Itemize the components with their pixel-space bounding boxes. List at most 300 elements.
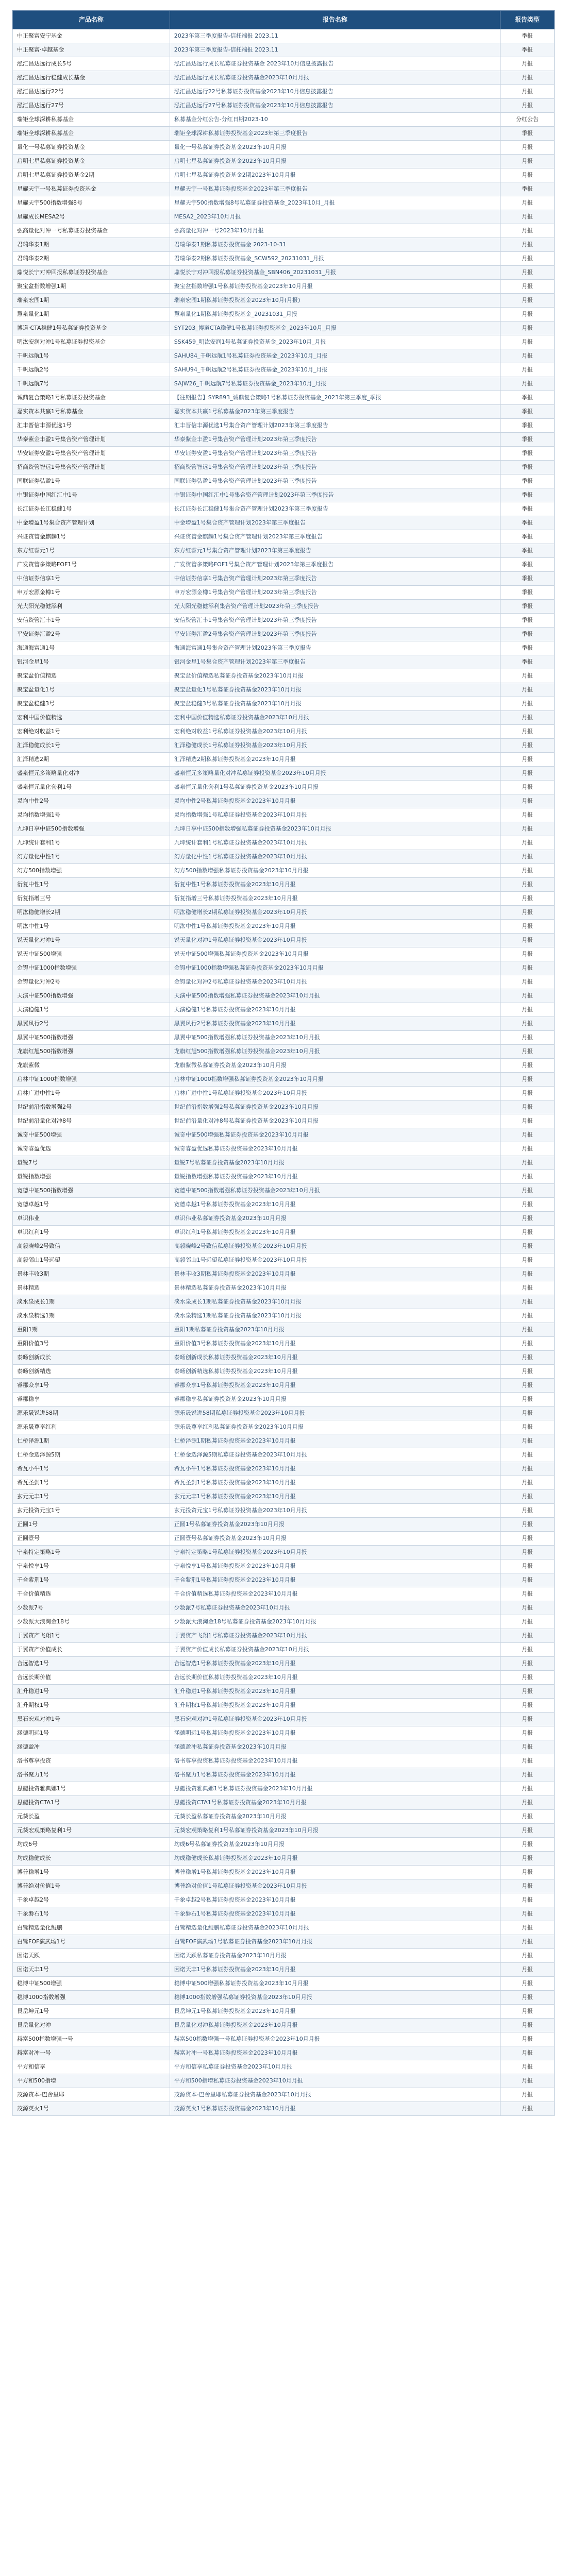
report-name-link[interactable]: 宽德卓越1号私募证券投资基金2023年10月月报	[170, 1198, 500, 1212]
table-row	[13, 614, 555, 628]
report-name-link[interactable]: 宁泉悦享1号私募证券投资基金2023年10月月报	[170, 1560, 500, 1573]
report-name-link[interactable]: 高毅邻山1号远望私募证券投资基金2023年10月月报	[170, 1253, 500, 1267]
report-name-link[interactable]: 正圆壹号私募证券投资基金2023年10月月报	[170, 1532, 500, 1546]
table-row	[13, 405, 555, 419]
report-name-link[interactable]: 茂源英火1号私募证券投资基金2023年10月月报	[170, 2102, 500, 2116]
report-name-link[interactable]: 东方红睿元1号集合资产管理计划2023年第三季度报告	[170, 544, 500, 558]
report-name-link[interactable]: 赫富对冲一号私募证券投资基金2023年10月月报	[170, 2046, 500, 2060]
table-row	[13, 321, 555, 335]
report-type-cell: 月报	[500, 2102, 554, 2116]
report-type-cell: 月报	[500, 1003, 554, 1017]
table-row	[13, 85, 555, 99]
product-name-cell: 锐天中证500增强	[13, 947, 170, 961]
table-row	[13, 1240, 555, 1253]
report-type-cell: 月报	[500, 2032, 554, 2046]
report-name-link[interactable]: 千合紫荆1号私募证券投资基金2023年10月月报	[170, 1573, 500, 1587]
product-name-cell: 瑞钜全球深耕私募基金	[13, 127, 170, 141]
report-name-link[interactable]: 平安证券汇盈2号集合资产管理计划2023年第三季度报告	[170, 628, 500, 641]
report-name-link[interactable]: 嘉实资本共赢1号私募基金2023年第三季度报告	[170, 405, 500, 419]
report-name-link[interactable]: 启林中证1000指数增强私募证券投资基金2023年10月月报	[170, 1073, 500, 1087]
product-name-cell: 千帆远航7号	[13, 377, 170, 391]
report-name-link[interactable]: 海通海富通1号集合资产管理计划2023年第三季度报告	[170, 641, 500, 655]
table-row	[13, 2102, 555, 2116]
report-name-link[interactable]: 合远智选1号私募证券投资基金2023年10月月报	[170, 1657, 500, 1671]
report-type-cell: 月报	[500, 1462, 554, 1476]
product-name-cell: 明汯中性1号	[13, 920, 170, 934]
report-name-link[interactable]: 源乐晟锐进58期私募证券投资基金2023年10月月报	[170, 1406, 500, 1420]
report-name-link[interactable]: 洛书聚力1号私募证券投资基金2023年10月月报	[170, 1768, 500, 1782]
table-row	[13, 669, 555, 683]
report-type-cell: 月报	[500, 1657, 554, 1671]
product-name-cell: 卓识伟业	[13, 1212, 170, 1226]
report-name-link[interactable]: 少数派大浪淘金18号私募证券投资基金2023年10月月报	[170, 1615, 500, 1629]
report-type-cell: 月报	[500, 335, 554, 349]
product-name-cell: 宁泉悦享1号	[13, 1560, 170, 1573]
product-name-cell: 睿郡稳享	[13, 1393, 170, 1406]
report-type-cell: 月报	[500, 1087, 554, 1100]
report-name-link[interactable]: 源乐晟尊享红利私募证券投资基金2023年10月月报	[170, 1420, 500, 1434]
report-name-link[interactable]: 因诺天丰1号私募证券投资基金2023年10月月报	[170, 1963, 500, 1977]
report-type-cell: 月报	[500, 1754, 554, 1768]
report-type-cell: 月报	[500, 1476, 554, 1490]
report-type-cell: 季报	[500, 447, 554, 461]
report-name-link[interactable]: 诚奇睿盈优选私募证券投资基金2023年10月月报	[170, 1142, 500, 1156]
product-name-cell: 聚宝盆指数增强1期	[13, 280, 170, 294]
report-name-link[interactable]: 聚宝盆稳健3号私募证券投资基金2023年10月月报	[170, 697, 500, 711]
column-header-report-name: 报告名称	[170, 11, 500, 29]
report-name-link[interactable]: 宏利中国价值精选私募证券投资基金2023年10月月报	[170, 711, 500, 725]
report-type-cell: 月报	[500, 1240, 554, 1253]
table-row	[13, 1713, 555, 1726]
report-type-cell: 月报	[500, 71, 554, 85]
product-name-cell: 千合紫荆1号	[13, 1573, 170, 1587]
report-type-cell: 月报	[500, 1601, 554, 1615]
report-type-cell: 季报	[500, 182, 554, 196]
report-name-link[interactable]: 中信证券信享1号集合资产管理计划2023年第三季度报告	[170, 572, 500, 586]
report-name-link[interactable]: 汇升期权1号私募证券投资基金2023年10月月报	[170, 1699, 500, 1713]
report-name-link[interactable]: 仁桥泽源1期私募证券投资基金2023年10月月报	[170, 1434, 500, 1448]
table-row	[13, 628, 555, 641]
report-name-link[interactable]: 稳博1000指数增强私募证券投资基金2023年10月月报	[170, 1991, 500, 2005]
report-name-link[interactable]: 睿郡众享1号私募证券投资基金2023年10月月报	[170, 1379, 500, 1393]
report-name-link[interactable]: 龙旗紫微私募证券投资基金2023年10月月报	[170, 1059, 500, 1073]
report-name-link[interactable]: 华泰紫金丰盈1号集合资产管理计划2023年第三季度报告	[170, 433, 500, 447]
product-name-cell: 正圆1号	[13, 1518, 170, 1532]
report-name-link[interactable]: 泰旸创新成长私募证券投资基金2023年10月月报	[170, 1351, 500, 1365]
product-name-cell: 思勰投资雅典娜1号	[13, 1782, 170, 1796]
report-type-cell: 月报	[500, 892, 554, 906]
report-name-link[interactable]: 申万宏源金樽1号集合资产管理计划2023年第三季度报告	[170, 586, 500, 600]
report-name-link[interactable]: SAJW26_千帆远航7号私募证券投资基金_2023年10月_月报	[170, 377, 500, 391]
report-type-cell: 月报	[500, 1518, 554, 1532]
report-type-cell: 月报	[500, 252, 554, 266]
report-name-link[interactable]: 千合价值精选私募证券投资基金2023年10月月报	[170, 1587, 500, 1601]
report-name-link[interactable]: 博普稳增1号私募证券投资基金2023年10月月报	[170, 1866, 500, 1879]
product-name-cell: 泓汇昌达远行成长5号	[13, 57, 170, 71]
report-name-link[interactable]: 泓汇昌达远行成长私募证券投资基金2023年10月月报	[170, 71, 500, 85]
report-type-cell: 月报	[500, 1963, 554, 1977]
report-name-link[interactable]: 天演稳健1号私募证券投资基金2023年10月月报	[170, 1003, 500, 1017]
report-name-link[interactable]: 睿郡稳享私募证券投资基金2023年10月月报	[170, 1393, 500, 1406]
product-name-cell: 启林广进中性1号	[13, 1087, 170, 1100]
report-name-link[interactable]: 慧泉量化1期私募证券投资基金_20231031_月报	[170, 308, 500, 321]
report-name-link[interactable]: 锐天量化对冲1号私募证券投资基金2023年10月月报	[170, 934, 500, 947]
report-name-link[interactable]: 玄元元丰1号私募证券投资基金2023年10月月报	[170, 1490, 500, 1504]
report-type-cell: 月报	[500, 1852, 554, 1866]
report-type-cell: 月报	[500, 1935, 554, 1949]
report-name-link[interactable]: SAHU84_千帆远航1号私募证券投资基金_2023年10月_月报	[170, 349, 500, 363]
report-type-cell: 分红公告	[500, 113, 554, 127]
report-name-link[interactable]: 少数派7号私募证券投资基金2023年10月月报	[170, 1601, 500, 1615]
report-name-link[interactable]: 幻方量化中性1号私募证券投资基金2023年10月月报	[170, 850, 500, 864]
report-type-cell: 月报	[500, 753, 554, 767]
report-type-cell: 月报	[500, 321, 554, 335]
report-name-link[interactable]: SAHU94_千帆远航2号私募证券投资基金_2023年10月_月报	[170, 363, 500, 377]
product-name-cell: 招商资管智远1号集合资产管理计划	[13, 461, 170, 474]
table-row	[13, 1003, 555, 1017]
report-name-link[interactable]: 广发资管多策略FOF1号集合资产管理计划2023年第三季度报告	[170, 558, 500, 572]
table-row	[13, 794, 555, 808]
product-name-cell: 九坤日享中证500指数增强	[13, 822, 170, 836]
product-name-cell: 聚宝盆量化1号	[13, 683, 170, 697]
report-name-link[interactable]: 景林丰收3期私募证券投资基金2023年10月月报	[170, 1267, 500, 1281]
report-name-link[interactable]: 明汯稳健增长2期私募证券投资基金2023年10月月报	[170, 906, 500, 920]
table-row	[13, 920, 555, 934]
report-type-cell: 月报	[500, 1490, 554, 1504]
product-name-cell: 慧泉量化1期	[13, 308, 170, 321]
report-type-cell: 月报	[500, 280, 554, 294]
table-row	[13, 725, 555, 739]
report-name-link[interactable]: 君瑞华泰2期私募证券投资基金_SCW592_20231031_月报	[170, 252, 500, 266]
report-name-link[interactable]: SSK459_明汯安润1号私募证券投资基金_2023年10月_月报	[170, 335, 500, 349]
report-name-link[interactable]: 博普绝对价值1号私募证券投资基金2023年10月月报	[170, 1879, 500, 1893]
table-row	[13, 1754, 555, 1768]
report-name-link[interactable]: 宁泉特定策略1号私募证券投资基金2023年10月月报	[170, 1546, 500, 1560]
report-name-link[interactable]: 君瑞华泰1期私募证券投资基金 2023-10-31	[170, 238, 500, 252]
report-name-link[interactable]: 黑翼风行2号私募证券投资基金2023年10月月报	[170, 1017, 500, 1031]
report-name-link[interactable]: 量锐7号私募证券投资基金2023年10月月报	[170, 1156, 500, 1170]
product-name-cell: 兴证资管金麒麟1号	[13, 530, 170, 544]
report-name-link[interactable]: 白鹭精选量化鲲鹏私募证券投资基金2023年10月月报	[170, 1921, 500, 1935]
table-row	[13, 1462, 555, 1476]
report-name-link[interactable]: 诚奇中证500增强私募证券投资基金2023年10月月报	[170, 1128, 500, 1142]
table-row	[13, 836, 555, 850]
report-name-link[interactable]: 启明七星私募证券投资基金2023年10月月报	[170, 155, 500, 168]
report-name-link[interactable]: 聚宝盆指数增强1号私募证券投资基金2023年10月月报	[170, 280, 500, 294]
report-name-link[interactable]: 希瓦圣剑1号私募证券投资基金2023年10月月报	[170, 1476, 500, 1490]
report-type-cell: 月报	[500, 1351, 554, 1365]
table-row	[13, 892, 555, 906]
product-name-cell: 中金增盈1号集合资产管理计划	[13, 516, 170, 530]
table-row	[13, 1323, 555, 1337]
table-row	[13, 753, 555, 767]
report-name-link[interactable]: 宽德中证500指数增强私募证券投资基金2023年10月月报	[170, 1184, 500, 1198]
report-name-link[interactable]: 合远长期价值私募证券投资基金2023年10月月报	[170, 1671, 500, 1685]
report-type-cell: 月报	[500, 1295, 554, 1309]
report-name-link[interactable]: 白鹭FOF演武场1号私募证券投资基金2023年10月月报	[170, 1935, 500, 1949]
table-row	[13, 739, 555, 753]
report-name-link[interactable]: 汇丰晋信丰源优选1号集合资产管理计划2023年第三季度报告	[170, 419, 500, 433]
report-name-link[interactable]: 私募基金分红公告-分红日期2023-10	[170, 113, 500, 127]
report-name-link[interactable]: 【往期报告】SYR893_诚鼎复合策略1号私募证券投资基金_2023年第三季度_季报	[170, 391, 500, 405]
table-row	[13, 391, 555, 405]
product-name-cell: 艮岳量化对冲	[13, 2019, 170, 2032]
product-name-cell: 东方红睿元1号	[13, 544, 170, 558]
report-name-link[interactable]: 中金增盈1号集合资产管理计划2023年第三季度报告	[170, 516, 500, 530]
report-name-link[interactable]: 重阳价值3号私募证券投资基金2023年10月月报	[170, 1337, 500, 1351]
product-name-cell: 天演中证500指数增强	[13, 989, 170, 1003]
report-type-cell: 季报	[500, 628, 554, 641]
report-name-link[interactable]: 卓识伟业私募证券投资基金2023年10月月报	[170, 1212, 500, 1226]
report-type-cell: 月报	[500, 725, 554, 739]
report-name-link[interactable]: 金锝量化对冲2号私募证券投资基金2023年10月月报	[170, 975, 500, 989]
header-row	[13, 11, 555, 29]
report-type-cell: 月报	[500, 1573, 554, 1587]
report-name-link[interactable]: 衍复指增三号私募证券投资基金2023年10月月报	[170, 892, 500, 906]
report-name-link[interactable]: 高毅晓峰2号致信私募证券投资基金2023年10月月报	[170, 1240, 500, 1253]
report-name-link[interactable]: 于翼资产飞翔1号私募证券投资基金2023年10月月报	[170, 1629, 500, 1643]
table-row	[13, 1977, 555, 1991]
report-type-cell: 月报	[500, 920, 554, 934]
report-name-link[interactable]: 宏利绝对收益1号私募证券投资基金2023年10月月报	[170, 725, 500, 739]
report-name-link[interactable]: 世纪前沿指数增强2号私募证券投资基金2023年10月月报	[170, 1100, 500, 1114]
report-type-cell: 月报	[500, 767, 554, 781]
report-name-link[interactable]: 明汯中性1号私募证券投资基金2023年10月月报	[170, 920, 500, 934]
report-name-link[interactable]: 兴证资管金麒麟1号集合资产管理计划2023年第三季度报告	[170, 530, 500, 544]
report-name-link[interactable]: 汇泽精选2期私募证券投资基金2023年10月月报	[170, 753, 500, 767]
report-name-link[interactable]: 2023年第三季度报告-信托端报 2023.11	[170, 29, 500, 43]
table-row	[13, 1212, 555, 1226]
report-name-link[interactable]: 泰旸创新精选私募证券投资基金2023年10月月报	[170, 1365, 500, 1379]
product-name-cell: 华泰紫金丰盈1号集合资产管理计划	[13, 433, 170, 447]
report-name-link[interactable]: 泓汇昌达远行22号私募证券投资基金2023年10月信息披露报告	[170, 85, 500, 99]
product-name-cell: 宽德中证500指数增强	[13, 1184, 170, 1198]
product-name-cell: 盛泉恒元量化套利1号	[13, 781, 170, 794]
report-name-link[interactable]: 中银证券中国红汇中1号集合资产管理计划2023年第三季度报告	[170, 488, 500, 502]
report-name-link[interactable]: 聚宝盆量化1号私募证券投资基金2023年10月月报	[170, 683, 500, 697]
report-type-cell: 月报	[500, 1907, 554, 1921]
report-type-cell: 月报	[500, 196, 554, 210]
report-name-link[interactable]: 仁桥金选泽源5期私募证券投资基金2023年10月月报	[170, 1448, 500, 1462]
report-type-cell: 季报	[500, 391, 554, 405]
report-name-link[interactable]: 黑石宏观对冲1号私募证券投资基金2023年10月月报	[170, 1713, 500, 1726]
report-name-link[interactable]: 千象磐石1号私募证券投资基金2023年10月月报	[170, 1907, 500, 1921]
report-name-link[interactable]: SYT203_博道CTA稳健1号私募证券投资基金_2023年10月_月报	[170, 321, 500, 335]
report-name-link[interactable]: 长江证券长江稳健1号集合资产管理计划2023年第三季度报告	[170, 502, 500, 516]
report-name-link[interactable]: 启明七星私募证券投资基金2期2023年10月月报	[170, 168, 500, 182]
report-type-cell: 月报	[500, 1114, 554, 1128]
report-name-link[interactable]: 淡水泉精选1期私募证券投资基金2023年10月月报	[170, 1309, 500, 1323]
report-name-link[interactable]: 灵均指数增强1号私募证券投资基金2023年10月月报	[170, 808, 500, 822]
report-name-link[interactable]: 国联证券弘盈1号集合资产管理计划2023年第三季度报告	[170, 474, 500, 488]
report-type-cell: 月报	[500, 1629, 554, 1643]
report-name-link[interactable]: 盛泉恒元量化套利1号私募证券投资基金2023年10月月报	[170, 781, 500, 794]
report-name-link[interactable]: 启林广进中性1号私募证券投资基金2023年10月月报	[170, 1087, 500, 1100]
table-row	[13, 29, 555, 43]
report-type-cell: 月报	[500, 1170, 554, 1184]
table-row	[13, 558, 555, 572]
table-row	[13, 1031, 555, 1045]
product-name-cell: 世纪前沿量化对冲8号	[13, 1114, 170, 1128]
report-type-cell: 月报	[500, 1879, 554, 1893]
table-row	[13, 1587, 555, 1601]
report-name-link[interactable]: 泓汇昌达远行27号私募证券投资基金2023年10月信息披露报告	[170, 99, 500, 113]
report-name-link[interactable]: 玄元投资元宝1号私募证券投资基金2023年10月月报	[170, 1504, 500, 1518]
report-type-cell: 月报	[500, 836, 554, 850]
product-name-cell: 元葵宏观策略复利1号	[13, 1824, 170, 1838]
report-name-link[interactable]: 天演中证500指数增强私募证券投资基金2023年10月月报	[170, 989, 500, 1003]
report-name-link[interactable]: MESA2_2023年10月月报	[170, 210, 500, 224]
table-row	[13, 447, 555, 461]
product-name-cell: 金锝量化对冲2号	[13, 975, 170, 989]
report-name-link[interactable]: 量化一号私募证券投资基金2023年10月月报	[170, 141, 500, 155]
table-row	[13, 683, 555, 697]
table-row	[13, 43, 555, 57]
report-name-link[interactable]: 洛书尊享投资私募证券投资基金2023年10月月报	[170, 1754, 500, 1768]
report-type-cell: 季报	[500, 127, 554, 141]
report-name-link[interactable]: 茂源资本-巴舍里耶私募证券投资基金2023年10月月报	[170, 2088, 500, 2102]
table-row	[13, 1434, 555, 1448]
report-name-link[interactable]: 华安证券安盈1号集合资产管理计划2023年第三季度报告	[170, 447, 500, 461]
report-name-link[interactable]: 景林精选私募证券投资基金2023年10月月报	[170, 1281, 500, 1295]
report-type-cell: 月报	[500, 2019, 554, 2032]
product-name-cell: 泓汇昌达远行27号	[13, 99, 170, 113]
product-name-cell: 因诺天丰1号	[13, 1963, 170, 1977]
report-type-cell: 季报	[500, 586, 554, 600]
report-name-link[interactable]: 聚宝盆价值精选私募证券投资基金2023年10月月报	[170, 669, 500, 683]
report-type-cell: 月报	[500, 1866, 554, 1879]
report-name-link[interactable]: 淡水泉成长1期私募证券投资基金2023年10月月报	[170, 1295, 500, 1309]
report-type-cell: 月报	[500, 697, 554, 711]
report-name-link[interactable]: 元葵宏观策略复利1号私募证券投资基金2023年10月月报	[170, 1824, 500, 1838]
report-name-link[interactable]: 均成6号私募证券投资基金2023年10月月报	[170, 1838, 500, 1852]
table-row	[13, 1156, 555, 1170]
report-name-link[interactable]: 九坤统计套利1号私募证券投资基金2023年10月月报	[170, 836, 500, 850]
report-name-link[interactable]: 锐天中证500增强私募证券投资基金2023年10月月报	[170, 947, 500, 961]
report-type-cell: 季报	[500, 572, 554, 586]
report-name-link[interactable]: 鼎悦长宁对冲回报私募证券投资基金_SBN406_20231031_月报	[170, 266, 500, 280]
report-type-cell: 月报	[500, 2060, 554, 2074]
product-name-cell: 泰旸创新精选	[13, 1365, 170, 1379]
report-name-link[interactable]: 瑞钜全球深耕私募证券投资基金2023年第三季度报告	[170, 127, 500, 141]
report-type-cell: 月报	[500, 266, 554, 280]
report-name-link[interactable]: 平方和信享私募证券投资基金2023年10月月报	[170, 2060, 500, 2074]
product-name-cell: 玄元投资元宝1号	[13, 1504, 170, 1518]
table-row	[13, 1281, 555, 1295]
report-name-link[interactable]: 于翼资产价值成长私募证券投资基金2023年10月月报	[170, 1643, 500, 1657]
table-row	[13, 1518, 555, 1532]
report-name-link[interactable]: 九坤日享中证500指数增强私募证券投资基金2023年10月月报	[170, 822, 500, 836]
report-name-link[interactable]: 星耀天宇500指数增强8号私募证券投资基金_2023年10月_月报	[170, 196, 500, 210]
column-header-report-type: 报告类型	[500, 11, 554, 29]
report-name-link[interactable]: 盛泉恒元多策略量化对冲私募证券投资基金2023年10月月报	[170, 767, 500, 781]
report-name-link[interactable]: 2023年第三季度报告-信托端报 2023.11	[170, 43, 500, 57]
product-name-cell: 于翼资产价值成长	[13, 1643, 170, 1657]
report-name-link[interactable]: 正圆1号私募证券投资基金2023年10月月报	[170, 1518, 500, 1532]
product-name-cell: 盛泉恒元多策略量化对冲	[13, 767, 170, 781]
report-type-cell: 月报	[500, 864, 554, 878]
report-name-link[interactable]: 思勰投资雅典娜1号私募证券投资基金2023年10月月报	[170, 1782, 500, 1796]
report-name-link[interactable]: 星耀天宇一号私募证券投资基金2023年第三季度报告	[170, 182, 500, 196]
product-name-cell: 启明七星私募证券投资基金	[13, 155, 170, 168]
report-name-link[interactable]: 泓汇昌达远行成长私募证券投资基金 2023年10月信息披露报告	[170, 57, 500, 71]
report-name-link[interactable]: 灵均中性2号私募证券投资基金2023年10月月报	[170, 794, 500, 808]
report-name-link[interactable]: 龙旗红旭500指数增强私募证券投资基金2023年10月月报	[170, 1045, 500, 1059]
report-name-link[interactable]: 千象卓越2号私募证券投资基金2023年10月月报	[170, 1893, 500, 1907]
report-type-cell: 月报	[500, 1434, 554, 1448]
table-row	[13, 1295, 555, 1309]
report-name-link[interactable]: 汇泽稳健成长1号私募证券投资基金2023年10月月报	[170, 739, 500, 753]
report-name-link[interactable]: 世纪前沿量化对冲8号私募证券投资基金2023年10月月报	[170, 1114, 500, 1128]
report-type-cell: 月报	[500, 1045, 554, 1059]
table-row	[13, 1045, 555, 1059]
report-name-link[interactable]: 招商资管智远1号集合资产管理计划2023年第三季度报告	[170, 461, 500, 474]
report-name-link[interactable]: 元葵长盈私募证券投资基金2023年10月月报	[170, 1810, 500, 1824]
table-row	[13, 975, 555, 989]
report-type-cell: 月报	[500, 1810, 554, 1824]
report-type-cell: 月报	[500, 961, 554, 975]
report-type-cell: 月报	[500, 85, 554, 99]
report-name-link[interactable]: 金锝中证1000指数增强私募证券投资基金2023年10月月报	[170, 961, 500, 975]
product-name-cell: 仁桥金选泽源5期	[13, 1448, 170, 1462]
report-name-link[interactable]: 银河金星1号集合资产管理计划2023年第三季度报告	[170, 655, 500, 669]
report-name-link[interactable]: 艮岳坤元1号私募证券投资基金2023年10月月报	[170, 2005, 500, 2019]
report-type-cell: 月报	[500, 1713, 554, 1726]
product-name-cell: 中银证券中国红汇中1号	[13, 488, 170, 502]
report-name-link[interactable]: 希瓦小牛1号私募证券投资基金2023年10月月报	[170, 1462, 500, 1476]
report-name-link[interactable]: 瑞泉宏图1期私募证券投资基金2023年10月(月报)	[170, 294, 500, 308]
report-name-link[interactable]: 汇升稳进1号私募证券投资基金2023年10月月报	[170, 1685, 500, 1699]
product-name-cell: 衍复中性1号	[13, 878, 170, 892]
report-name-link[interactable]: 重阳1期私募证券投资基金2023年10月月报	[170, 1323, 500, 1337]
product-name-cell: 锐天量化对冲1号	[13, 934, 170, 947]
product-name-cell: 银河金星1号	[13, 655, 170, 669]
report-name-link[interactable]: 光大阳光稳健添利集合资产管理计划2023年第三季度报告	[170, 600, 500, 614]
table-row	[13, 1685, 555, 1699]
report-name-link[interactable]: 因诺天跃私募证券投资基金2023年10月月报	[170, 1949, 500, 1963]
report-name-link[interactable]: 安信资管汇丰1号集合资产管理计划2023年第三季度报告	[170, 614, 500, 628]
report-type-cell: 月报	[500, 1893, 554, 1907]
report-name-link[interactable]: 卓识红利1号私募证券投资基金2023年10月月报	[170, 1226, 500, 1240]
report-name-link[interactable]: 稳博中证500增强私募证券投资基金2023年10月月报	[170, 1977, 500, 1991]
report-name-link[interactable]: 均成稳健成长私募证券投资基金2023年10月月报	[170, 1852, 500, 1866]
table-row	[13, 1852, 555, 1866]
product-name-cell: 高毅晓峰2号致信	[13, 1240, 170, 1253]
product-name-cell: 诚鼎复合策略1号私募证券投资基金	[13, 391, 170, 405]
report-name-link[interactable]: 涵德盈冲私募证券投资基金2023年10月月报	[170, 1740, 500, 1754]
report-name-link[interactable]: 幻方500指数增强私募证券投资基金2023年10月月报	[170, 864, 500, 878]
table-row	[13, 433, 555, 447]
report-name-link[interactable]: 艮岳量化对冲私募证券投资基金2023年10月月报	[170, 2019, 500, 2032]
product-name-cell: 中正聚富安宁基金	[13, 29, 170, 43]
report-name-link[interactable]: 衍复中性1号私募证券投资基金2023年10月月报	[170, 878, 500, 892]
report-name-link[interactable]: 思勰投资CTA1号私募证券投资基金2023年10月月报	[170, 1796, 500, 1810]
report-name-link[interactable]: 涵德明远1号私募证券投资基金2023年10月月报	[170, 1726, 500, 1740]
table-row	[13, 1573, 555, 1587]
report-type-cell: 月报	[500, 1685, 554, 1699]
report-type-cell: 月报	[500, 363, 554, 377]
report-type-cell: 月报	[500, 2005, 554, 2019]
report-name-link[interactable]: 平方和500指增私募证券投资基金2023年10月月报	[170, 2074, 500, 2088]
report-name-link[interactable]: 赫富500指数增强一号私募证券投资基金2023年10月月报	[170, 2032, 500, 2046]
report-name-link[interactable]: 弘高量化对冲一号2023年10月月报	[170, 224, 500, 238]
report-type-cell: 季报	[500, 614, 554, 628]
report-type-cell: 月报	[500, 934, 554, 947]
table-row	[13, 2032, 555, 2046]
report-name-link[interactable]: 黑翼中证500指数增强私募证券投资基金2023年10月月报	[170, 1031, 500, 1045]
report-type-cell: 月报	[500, 1420, 554, 1434]
report-name-link[interactable]: 量锐指数增强私募证券投资基金2023年10月月报	[170, 1170, 500, 1184]
